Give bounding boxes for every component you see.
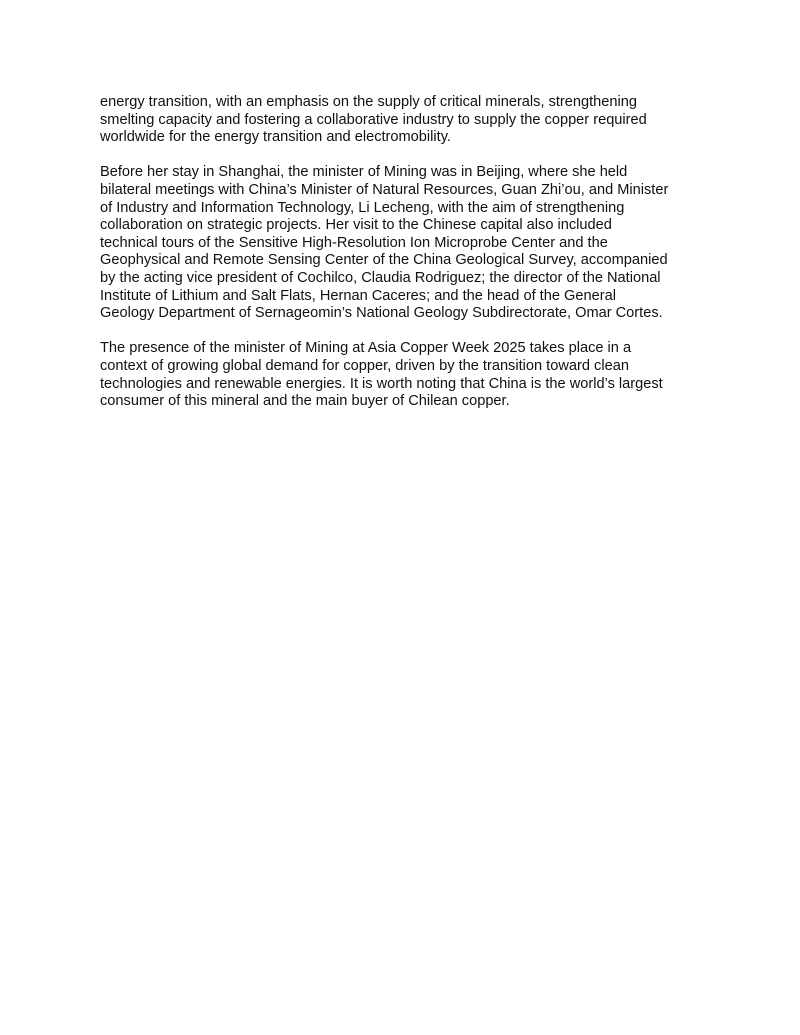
paragraph-beijing-visit: Before her stay in Shanghai, the minister of Mining was in Beijing, where she held bilateral meetings with China’s Minister of Natural Resources, Guan Zhi’ou, and Minister of Industry and Information Technology, Li Lecheng, with the aim of strengthening collaboration on strategic projects. Her visit to the Chinese capital also included technical tours of the Sensitive High-Resolution Ion Microprobe Center and the Geophysical and Remote Sensing Center of the China Geological Survey, accompanied by the acting vice president of Cochilco, Claudia Rodriguez; the director of the National Institute of Lithium and Salt Flats, Hernan Caceres; and the head of the General Geology Department of Sernageomin’s National Geology Subdirectorate, Omar Cortes. (100, 164, 669, 322)
paragraph-energy-transition: energy transition, with an emphasis on the supply of critical minerals, strengthening smelting capacity and fostering a collaborative industry to supply the copper required worldwide for the energy transition and electromobility. (100, 94, 647, 146)
paragraph-asia-copper-week: The presence of the minister of Mining at Asia Copper Week 2025 takes place in a context of growing global demand for copper, driven by the transition toward clean technologies and renewable energies. It is worth noting that China is the world’s largest consumer of this mineral and the main buyer of Chilean copper. (100, 340, 663, 410)
document-body (100, 94, 708, 428)
